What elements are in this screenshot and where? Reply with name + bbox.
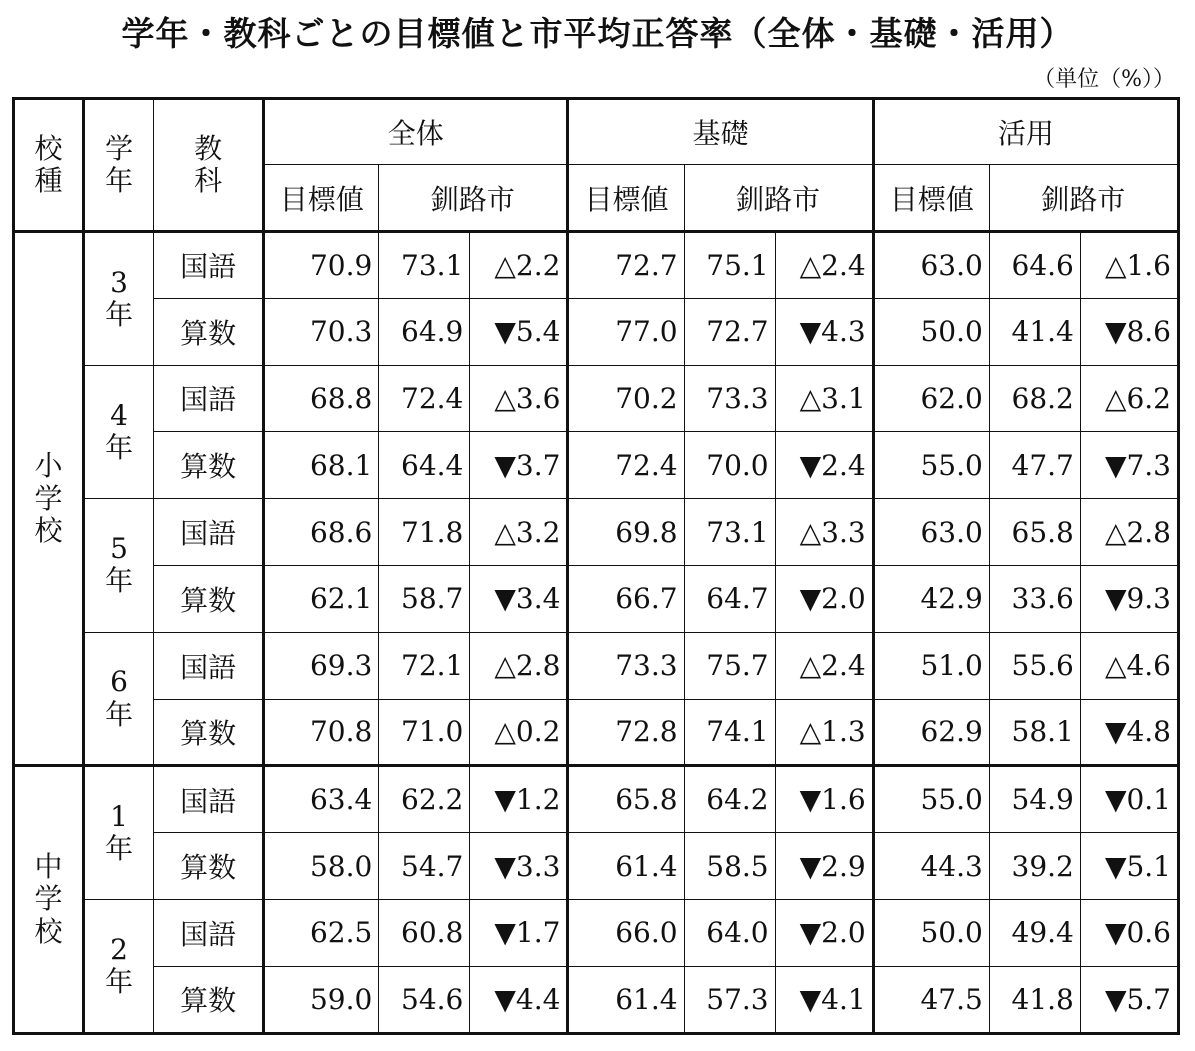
score-table	[12, 97, 1180, 1035]
grade-cell: 1 年	[84, 766, 154, 900]
city-value-cell: 71.8	[379, 499, 470, 566]
table-row	[14, 632, 1179, 699]
city-value-cell: 58.7	[379, 565, 470, 632]
grade-cell: 4 年	[84, 365, 154, 499]
target-value-cell: 72.7	[568, 232, 684, 299]
city-value-cell: 68.2	[989, 365, 1080, 432]
diff-value-cell: △1.6	[1080, 232, 1178, 299]
diff-value-cell: △2.8	[470, 632, 568, 699]
target-value-cell: 69.8	[568, 499, 684, 566]
city-value-cell: 55.6	[989, 632, 1080, 699]
diff-value-cell: △2.8	[1080, 499, 1178, 566]
header-subject: 教 科	[154, 99, 264, 232]
subject-cell: 国語	[154, 632, 264, 699]
target-value-cell: 70.8	[264, 699, 379, 766]
target-value-cell: 50.0	[873, 899, 989, 966]
diff-value-cell: ▼7.3	[1080, 432, 1178, 499]
diff-value-cell: ▼5.1	[1080, 833, 1178, 900]
header-target: 目標値	[873, 165, 989, 232]
diff-value-cell: ▼4.4	[470, 966, 568, 1033]
city-value-cell: 41.4	[989, 298, 1080, 365]
target-value-cell: 72.8	[568, 699, 684, 766]
target-value-cell: 51.0	[873, 632, 989, 699]
city-value-cell: 64.0	[684, 899, 775, 966]
city-value-cell: 70.0	[684, 432, 775, 499]
target-value-cell: 62.0	[873, 365, 989, 432]
table-row	[14, 298, 1179, 365]
grade-cell: 2 年	[84, 899, 154, 1033]
table-row	[14, 766, 1179, 833]
diff-value-cell: △2.2	[470, 232, 568, 299]
grade-cell: 6 年	[84, 632, 154, 766]
subject-cell: 国語	[154, 766, 264, 833]
table-row	[14, 365, 1179, 432]
header-group-applied: 活用	[873, 99, 1178, 165]
city-value-cell: 72.1	[379, 632, 470, 699]
diff-value-cell: △3.2	[470, 499, 568, 566]
city-value-cell: 47.7	[989, 432, 1080, 499]
diff-value-cell: ▼2.9	[775, 833, 873, 900]
header-city: 釧路市	[379, 165, 568, 232]
table-row	[14, 565, 1179, 632]
target-value-cell: 68.1	[264, 432, 379, 499]
target-value-cell: 70.3	[264, 298, 379, 365]
subject-cell: 国語	[154, 499, 264, 566]
city-value-cell: 54.7	[379, 833, 470, 900]
header-group-all: 全体	[264, 99, 568, 165]
target-value-cell: 50.0	[873, 298, 989, 365]
city-value-cell: 65.8	[989, 499, 1080, 566]
unit-note: （単位（%））	[1033, 67, 1175, 92]
school-type-cell: 中 学 校	[14, 766, 84, 1033]
diff-value-cell: ▼3.3	[470, 833, 568, 900]
city-value-cell: 41.8	[989, 966, 1080, 1033]
target-value-cell: 65.8	[568, 766, 684, 833]
table-row	[14, 699, 1179, 766]
diff-value-cell: ▼4.3	[775, 298, 873, 365]
diff-value-cell: △3.6	[470, 365, 568, 432]
target-value-cell: 66.7	[568, 565, 684, 632]
diff-value-cell: △6.2	[1080, 365, 1178, 432]
city-value-cell: 73.3	[684, 365, 775, 432]
diff-value-cell: ▼1.7	[470, 899, 568, 966]
header-target: 目標値	[264, 165, 379, 232]
target-value-cell: 63.4	[264, 766, 379, 833]
header-target: 目標値	[568, 165, 684, 232]
target-value-cell: 62.5	[264, 899, 379, 966]
table-row	[14, 966, 1179, 1033]
city-value-cell: 72.4	[379, 365, 470, 432]
diff-value-cell: △1.3	[775, 699, 873, 766]
table-row	[14, 833, 1179, 900]
diff-value-cell: ▼3.4	[470, 565, 568, 632]
city-value-cell: 64.6	[989, 232, 1080, 299]
diff-value-cell: ▼1.2	[470, 766, 568, 833]
city-value-cell: 74.1	[684, 699, 775, 766]
header-school-type: 校 種	[14, 99, 84, 232]
target-value-cell: 58.0	[264, 833, 379, 900]
target-value-cell: 73.3	[568, 632, 684, 699]
diff-value-cell: ▼4.1	[775, 966, 873, 1033]
target-value-cell: 63.0	[873, 499, 989, 566]
target-value-cell: 47.5	[873, 966, 989, 1033]
table-row	[14, 232, 1179, 299]
target-value-cell: 55.0	[873, 766, 989, 833]
target-value-cell: 70.9	[264, 232, 379, 299]
target-value-cell: 66.0	[568, 899, 684, 966]
header-grade: 学 年	[84, 99, 154, 232]
diff-value-cell: ▼8.6	[1080, 298, 1178, 365]
diff-value-cell: △4.6	[1080, 632, 1178, 699]
target-value-cell: 68.8	[264, 365, 379, 432]
table-row	[14, 899, 1179, 966]
target-value-cell: 42.9	[873, 565, 989, 632]
diff-value-cell: ▼1.6	[775, 766, 873, 833]
grade-cell: 3 年	[84, 232, 154, 366]
target-value-cell: 59.0	[264, 966, 379, 1033]
city-value-cell: 60.8	[379, 899, 470, 966]
target-value-cell: 61.4	[568, 966, 684, 1033]
subject-cell: 国語	[154, 365, 264, 432]
diff-value-cell: ▼4.8	[1080, 699, 1178, 766]
diff-value-cell: ▼0.6	[1080, 899, 1178, 966]
target-value-cell: 70.2	[568, 365, 684, 432]
table-row	[14, 499, 1179, 566]
subject-cell: 算数	[154, 966, 264, 1033]
diff-value-cell: △0.2	[470, 699, 568, 766]
diff-value-cell: ▼5.7	[1080, 966, 1178, 1033]
city-value-cell: 73.1	[379, 232, 470, 299]
diff-value-cell: △3.1	[775, 365, 873, 432]
diff-value-cell: △2.4	[775, 632, 873, 699]
city-value-cell: 58.1	[989, 699, 1080, 766]
city-value-cell: 49.4	[989, 899, 1080, 966]
diff-value-cell: ▼3.7	[470, 432, 568, 499]
city-value-cell: 64.7	[684, 565, 775, 632]
city-value-cell: 72.7	[684, 298, 775, 365]
target-value-cell: 72.4	[568, 432, 684, 499]
city-value-cell: 58.5	[684, 833, 775, 900]
target-value-cell: 55.0	[873, 432, 989, 499]
target-value-cell: 62.1	[264, 565, 379, 632]
city-value-cell: 64.2	[684, 766, 775, 833]
diff-value-cell: △2.4	[775, 232, 873, 299]
diff-value-cell: ▼2.0	[775, 899, 873, 966]
subject-cell: 国語	[154, 232, 264, 299]
city-value-cell: 54.6	[379, 966, 470, 1033]
city-value-cell: 73.1	[684, 499, 775, 566]
subject-cell: 算数	[154, 699, 264, 766]
target-value-cell: 77.0	[568, 298, 684, 365]
city-value-cell: 64.9	[379, 298, 470, 365]
subject-cell: 算数	[154, 565, 264, 632]
target-value-cell: 68.6	[264, 499, 379, 566]
city-value-cell: 75.1	[684, 232, 775, 299]
target-value-cell: 69.3	[264, 632, 379, 699]
city-value-cell: 62.2	[379, 766, 470, 833]
city-value-cell: 54.9	[989, 766, 1080, 833]
subject-cell: 算数	[154, 432, 264, 499]
target-value-cell: 63.0	[873, 232, 989, 299]
city-value-cell: 33.6	[989, 565, 1080, 632]
diff-value-cell: ▼0.1	[1080, 766, 1178, 833]
city-value-cell: 39.2	[989, 833, 1080, 900]
target-value-cell: 61.4	[568, 833, 684, 900]
diff-value-cell: ▼5.4	[470, 298, 568, 365]
subject-cell: 算数	[154, 298, 264, 365]
subject-cell: 国語	[154, 899, 264, 966]
page-title: 学年・教科ごとの目標値と市平均正答率（全体・基礎・活用）	[121, 14, 1074, 53]
target-value-cell: 44.3	[873, 833, 989, 900]
diff-value-cell: ▼2.4	[775, 432, 873, 499]
grade-cell: 5 年	[84, 499, 154, 633]
target-value-cell: 62.9	[873, 699, 989, 766]
city-value-cell: 71.0	[379, 699, 470, 766]
table-row	[14, 432, 1179, 499]
header-city: 釧路市	[684, 165, 873, 232]
header-city: 釧路市	[989, 165, 1178, 232]
diff-value-cell: ▼9.3	[1080, 565, 1178, 632]
subject-cell: 算数	[154, 833, 264, 900]
city-value-cell: 57.3	[684, 966, 775, 1033]
diff-value-cell: ▼2.0	[775, 565, 873, 632]
city-value-cell: 75.7	[684, 632, 775, 699]
diff-value-cell: △3.3	[775, 499, 873, 566]
header-group-basic: 基礎	[568, 99, 873, 165]
school-type-cell: 小 学 校	[14, 232, 84, 766]
city-value-cell: 64.4	[379, 432, 470, 499]
